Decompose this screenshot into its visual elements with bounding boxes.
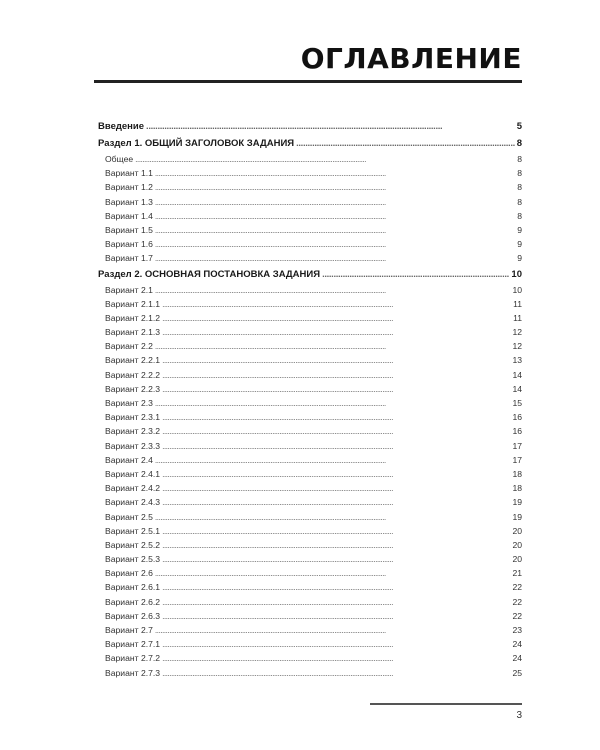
toc-entry-page-number: 20	[512, 554, 522, 565]
toc-entry-page-number: 9	[517, 224, 522, 235]
toc-entry-label: Вариант 2.1.1	[105, 298, 161, 309]
toc-entry-page-number: 22	[512, 582, 522, 593]
toc-leader-dots	[162, 467, 510, 481]
toc-entry-page-number: 8	[517, 182, 522, 193]
toc-leader-dots	[155, 237, 515, 251]
toc-subsection-entry[interactable]	[98, 339, 522, 353]
toc-entry-page-number: 21	[512, 568, 522, 579]
toc-subsection-entry[interactable]	[98, 510, 522, 524]
toc-leader-dots	[155, 566, 511, 580]
toc-entry-page-number: 14	[512, 383, 522, 394]
toc-subsection-entry[interactable]	[98, 251, 522, 265]
toc-subsection-entry[interactable]	[98, 538, 522, 552]
toc-entry-label: Вариант 2.4.3	[105, 497, 161, 508]
footer-divider	[370, 703, 522, 705]
toc-leader-dots	[162, 297, 511, 311]
toc-subsection-entry[interactable]	[98, 396, 522, 410]
toc-entry-label: Вариант 2.5	[105, 511, 153, 522]
toc-entry-label: Вариант 2.4.1	[105, 468, 161, 479]
toc-subsection-entry[interactable]	[98, 566, 522, 580]
toc-entry-label: Вариант 2.3.3	[105, 440, 161, 451]
toc-section-entry[interactable]	[98, 135, 522, 152]
toc-entry-label: Вариант 2.7	[105, 625, 153, 635]
toc-entry-label: Общее	[105, 154, 134, 164]
toc-entry-label: Вариант 2.3	[105, 398, 153, 408]
toc-section-entry[interactable]	[98, 118, 522, 135]
toc-leader-dots	[162, 552, 510, 566]
toc-entry-label: Вариант 2.7.2	[105, 653, 161, 664]
toc-subsection-entry[interactable]	[98, 195, 522, 209]
toc-entry-label: Вариант 2.4.2	[105, 483, 161, 494]
toc-entry-page-number: 20	[512, 525, 522, 536]
toc-entry-page-number: 24	[512, 639, 522, 650]
toc-leader-dots	[162, 538, 510, 552]
toc-leader-dots	[162, 382, 510, 396]
toc-subsection-entry[interactable]	[98, 495, 522, 509]
toc-entry-label: Вариант 2.7.3	[105, 667, 161, 678]
toc-entry-label: Вариант 1.4	[105, 210, 153, 221]
toc-subsection-entry[interactable]	[98, 311, 522, 325]
toc-entry-page-number: 24	[512, 653, 522, 664]
toc-leader-dots	[155, 283, 511, 297]
toc-leader-dots	[155, 180, 515, 194]
toc-entry-page-number: 22	[512, 596, 522, 607]
toc-entry-label: Вариант 2.6.2	[105, 596, 161, 607]
toc-entry-label: Вариант 2.6.1	[105, 582, 161, 593]
toc-entry-label: Вариант 1.2	[105, 182, 153, 193]
toc-leader-dots	[146, 118, 515, 135]
toc-subsection-entry[interactable]	[98, 353, 522, 367]
toc-entry-label: Вариант 2.2	[105, 341, 153, 352]
toc-leader-dots	[155, 209, 515, 223]
toc-entry-label: Вариант 2.4	[105, 454, 153, 465]
toc-leader-dots	[155, 396, 511, 410]
toc-entry-page-number: 17	[512, 440, 522, 451]
toc-leader-dots	[162, 353, 510, 367]
toc-subsection-entry[interactable]	[98, 467, 522, 481]
toc-leader-dots	[162, 495, 510, 509]
toc-entry-page-number: 5	[516, 121, 522, 132]
toc-entry-page-number: 8	[517, 210, 522, 221]
toc-leader-dots	[162, 368, 510, 382]
toc-entry-page-number: 18	[512, 483, 522, 494]
toc-entry-label: Вариант 2.5.2	[105, 539, 161, 550]
toc-leader-dots	[162, 666, 510, 680]
toc-leader-dots	[162, 637, 510, 651]
toc-entry-label: Вариант 2.2.3	[105, 383, 161, 394]
toc-entry-label: Вариант 1.7	[105, 253, 153, 264]
toc-leader-dots	[162, 424, 510, 438]
toc-subsection-entry[interactable]	[98, 152, 522, 166]
toc-entry-page-number: 8	[517, 154, 522, 164]
toc-leader-dots	[162, 325, 510, 339]
toc-leader-dots	[155, 251, 515, 265]
table-of-contents	[98, 118, 522, 680]
toc-subsection-entry[interactable]	[98, 424, 522, 438]
toc-entry-page-number: 11	[513, 298, 522, 309]
toc-entry-label: Вариант 2.1.3	[105, 327, 161, 338]
toc-leader-dots	[322, 266, 509, 283]
toc-entry-label: Раздел 1. ОБЩИЙ ЗАГОЛОВОК ЗАДАНИЯ	[98, 138, 295, 149]
toc-subsection-entry[interactable]	[98, 439, 522, 453]
toc-subsection-entry[interactable]	[98, 637, 522, 651]
toc-subsection-entry[interactable]	[98, 166, 522, 180]
toc-leader-dots	[155, 339, 511, 353]
toc-leader-dots	[155, 195, 515, 209]
toc-entry-label: Вариант 1.1	[105, 168, 153, 179]
toc-leader-dots	[135, 152, 515, 166]
toc-subsection-entry[interactable]	[98, 666, 522, 680]
toc-subsection-entry[interactable]	[98, 609, 522, 623]
toc-entry-page-number: 18	[512, 468, 522, 479]
toc-leader-dots	[162, 410, 510, 424]
toc-entry-page-number: 19	[512, 497, 522, 508]
toc-subsection-entry[interactable]	[98, 481, 522, 495]
toc-entry-label: Раздел 2. ОСНОВНАЯ ПОСТАНОВКА ЗАДАНИЯ	[98, 268, 321, 280]
toc-entry-page-number: 8	[517, 168, 522, 179]
toc-leader-dots	[162, 524, 510, 538]
toc-entry-page-number: 10	[512, 284, 522, 295]
toc-leader-dots	[155, 166, 515, 180]
page-number: 3	[516, 710, 522, 721]
toc-entry-label: Вариант 1.6	[105, 239, 153, 250]
toc-subsection-entry[interactable]	[98, 368, 522, 382]
toc-entry-label: Вариант 2.5.3	[105, 554, 161, 565]
toc-entry-label: Вариант 2.2.1	[105, 355, 161, 366]
toc-subsection-entry[interactable]	[98, 223, 522, 237]
toc-entry-label: Вариант 1.5	[105, 224, 153, 235]
toc-entry-page-number: 12	[512, 327, 522, 338]
toc-entry-page-number: 11	[513, 312, 522, 323]
toc-entry-page-number: 14	[512, 369, 522, 380]
toc-entry-label: Вариант 2.2.2	[105, 369, 161, 380]
toc-subsection-entry[interactable]	[98, 410, 522, 424]
toc-entry-page-number: 20	[512, 539, 522, 550]
toc-entry-page-number: 19	[512, 511, 522, 522]
toc-subsection-entry[interactable]	[98, 580, 522, 594]
toc-subsection-entry[interactable]	[98, 237, 522, 251]
toc-subsection-entry[interactable]	[98, 283, 522, 297]
toc-entry-page-number: 10	[511, 268, 522, 280]
toc-entry-page-number: 8	[516, 138, 522, 149]
toc-entry-page-number: 9	[517, 239, 522, 250]
toc-leader-dots	[155, 623, 511, 637]
toc-entry-label: Вариант 2.6	[105, 568, 153, 579]
toc-entry-page-number: 8	[517, 196, 522, 207]
toc-entry-label: Вариант 1.3	[105, 196, 153, 207]
toc-leader-dots	[162, 439, 510, 453]
toc-entry-page-number: 16	[512, 426, 522, 437]
toc-leader-dots	[162, 580, 510, 594]
toc-leader-dots	[296, 135, 515, 152]
toc-leader-dots	[162, 651, 510, 665]
toc-leader-dots	[162, 481, 510, 495]
toc-subsection-entry[interactable]	[98, 524, 522, 538]
toc-entry-page-number: 13	[512, 355, 522, 366]
page-title: ОГЛАВЛЕНИЕ	[300, 42, 522, 75]
toc-subsection-entry[interactable]	[98, 595, 522, 609]
toc-entry-label: Вариант 2.7.1	[105, 639, 161, 650]
toc-entry-page-number: 22	[512, 610, 522, 621]
toc-entry-page-number: 25	[512, 667, 522, 678]
toc-subsection-entry[interactable]	[98, 180, 522, 194]
toc-entry-label: Вариант 2.5.1	[105, 525, 161, 536]
toc-subsection-entry[interactable]	[98, 651, 522, 665]
toc-entry-label: Вариант 2.1	[105, 284, 153, 295]
toc-section-entry[interactable]	[98, 266, 522, 283]
toc-subsection-entry[interactable]	[98, 297, 522, 311]
toc-entry-page-number: 9	[517, 253, 522, 264]
toc-entry-page-number: 12	[512, 341, 522, 352]
toc-leader-dots	[162, 595, 510, 609]
toc-entry-page-number: 17	[512, 454, 522, 465]
toc-entry-page-number: 15	[512, 398, 522, 408]
toc-leader-dots	[162, 609, 510, 623]
toc-leader-dots	[162, 311, 511, 325]
toc-entry-label: Введение	[98, 121, 145, 132]
toc-entry-page-number: 16	[512, 412, 522, 423]
toc-subsection-entry[interactable]	[98, 209, 522, 223]
toc-entry-page-number: 23	[512, 625, 522, 635]
toc-leader-dots	[155, 223, 515, 237]
toc-subsection-entry[interactable]	[98, 623, 522, 637]
toc-subsection-entry[interactable]	[98, 325, 522, 339]
title-divider	[94, 80, 522, 83]
toc-subsection-entry[interactable]	[98, 552, 522, 566]
toc-subsection-entry[interactable]	[98, 382, 522, 396]
toc-entry-label: Вариант 2.1.2	[105, 312, 161, 323]
toc-entry-label: Вариант 2.3.2	[105, 426, 161, 437]
toc-leader-dots	[155, 510, 511, 524]
toc-leader-dots	[155, 453, 511, 467]
toc-entry-label: Вариант 2.6.3	[105, 610, 161, 621]
toc-subsection-entry[interactable]	[98, 453, 522, 467]
toc-entry-label: Вариант 2.3.1	[105, 412, 161, 423]
